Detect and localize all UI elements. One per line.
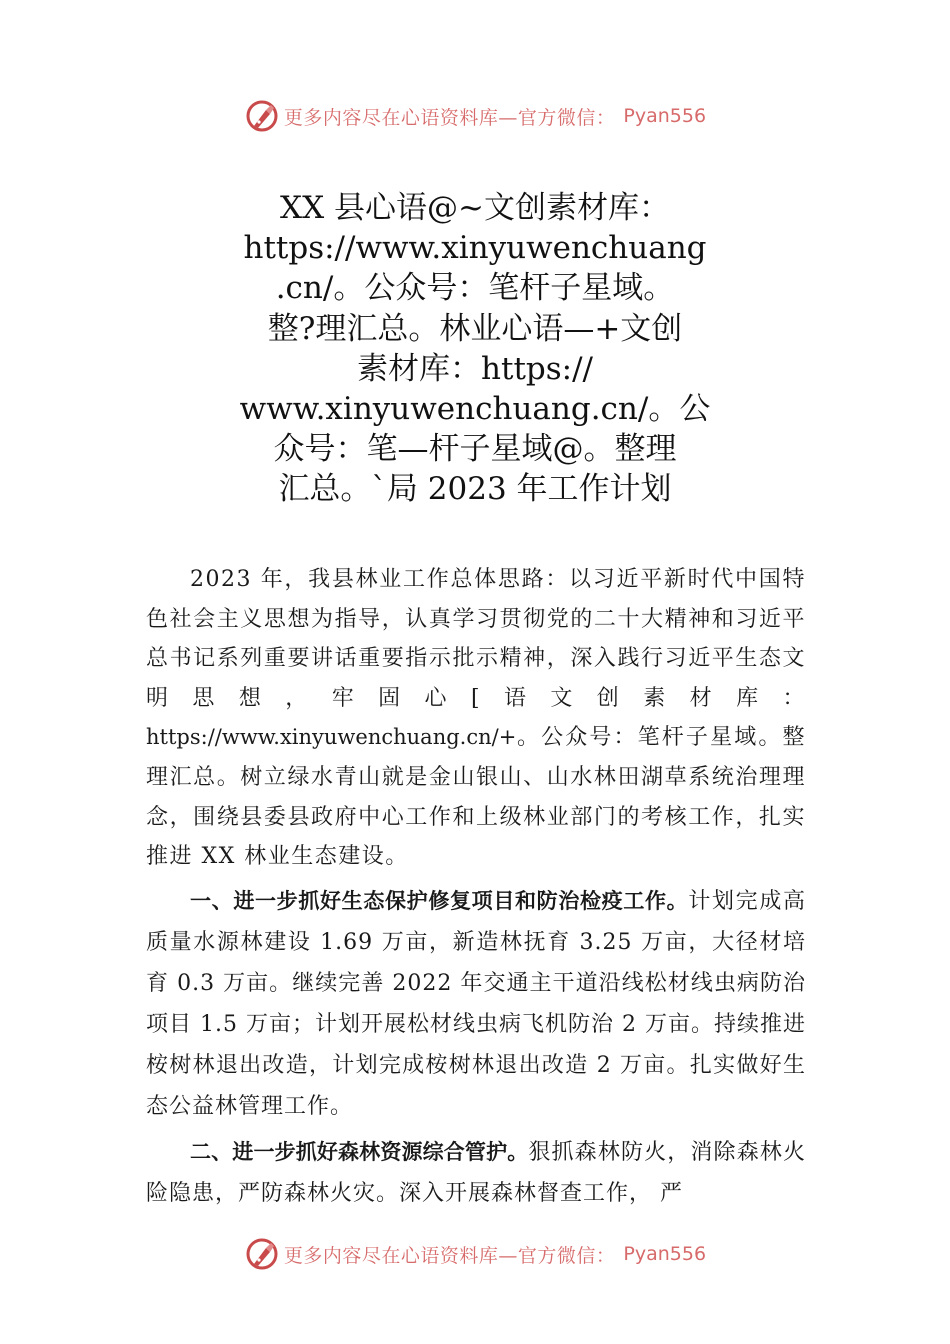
section-one-text: 计划完成高质量水源林建设 1.69 万亩，新造林抚育 3.25 万亩，大径材培育 0.3 万亩。继续完善 2022 年交通主干道沿线松材线虫病防治项目 1.5 万亩；计划开展松材线虫病飞机防治 2 万亩。持续推进桉树林退出改造，计划完成桉树林退出改造 2 万亩。扎实做好生态公益林管理工作。: [146, 888, 806, 1119]
document-title: [205, 188, 745, 510]
title-line: https://www.xinyuwenchuang: [243, 230, 707, 267]
title-line: 素材库：https://: [357, 350, 593, 387]
title-line: XX 县心语@~文创素材库：: [280, 190, 670, 226]
intro-text-part2: 。公众号：笔杆子星域。整理汇总。树立绿水青山就是金山银山、山水林田湖草系统治理理念，围绕县委县政府中心工作和上级林业部门的考核工作，扎实推进 XX 林业生态建设。: [146, 725, 806, 870]
title-line: .cn/。公众号：笔杆子星域。: [275, 270, 675, 307]
header-watermark-banner: [0, 96, 950, 136]
title-line: 整?理汇总。林业心语—+文创: [267, 310, 683, 347]
section-two-heading: 二、进一步抓好森林资源综合管护。: [190, 1139, 529, 1164]
banner-wechat-id: Pyan556: [623, 1243, 707, 1265]
section-two-text: 狠抓森林防火，消除森林火险隐患，严防森林火灾。深入开展森林督查工作， 严: [146, 1139, 806, 1206]
banner-text: 更多内容尽在心语资料库—官方微信：: [283, 1244, 616, 1267]
title-line: 众号：笔—杆子星域@。整理: [273, 431, 677, 468]
title-line: 汇总。`局 2023 年工作计划: [278, 471, 672, 508]
pen-nib-logo-icon: [244, 1236, 280, 1272]
document-body: [146, 560, 806, 1214]
intro-text-part1: 2023 年，我县林业工作总体思路：以习近平新时代中国特色社会主义思想为指导，认真学习贯彻党的二十大精神和习近平总书记系列重要讲话重要指示批示精神，深入践行习近平生态文明思想，牢固心[语文创素材库：: [146, 567, 806, 711]
section-one-paragraph: [146, 881, 806, 1127]
pen-nib-logo-icon: [244, 98, 280, 134]
intro-url: https://www.xinyuwenchuang.cn/+: [146, 725, 517, 750]
banner-wechat-id: Pyan556: [623, 105, 707, 127]
section-one-heading: 一、进一步抓好生态保护修复项目和防治检疫工作。: [190, 888, 689, 913]
banner-text: 更多内容尽在心语资料库—官方微信：: [283, 106, 616, 129]
section-two-paragraph: [146, 1132, 806, 1214]
title-line: www.xinyuwenchuang.cn/。公: [239, 391, 711, 428]
intro-paragraph: [146, 560, 806, 877]
footer-watermark-banner: [0, 1234, 950, 1274]
